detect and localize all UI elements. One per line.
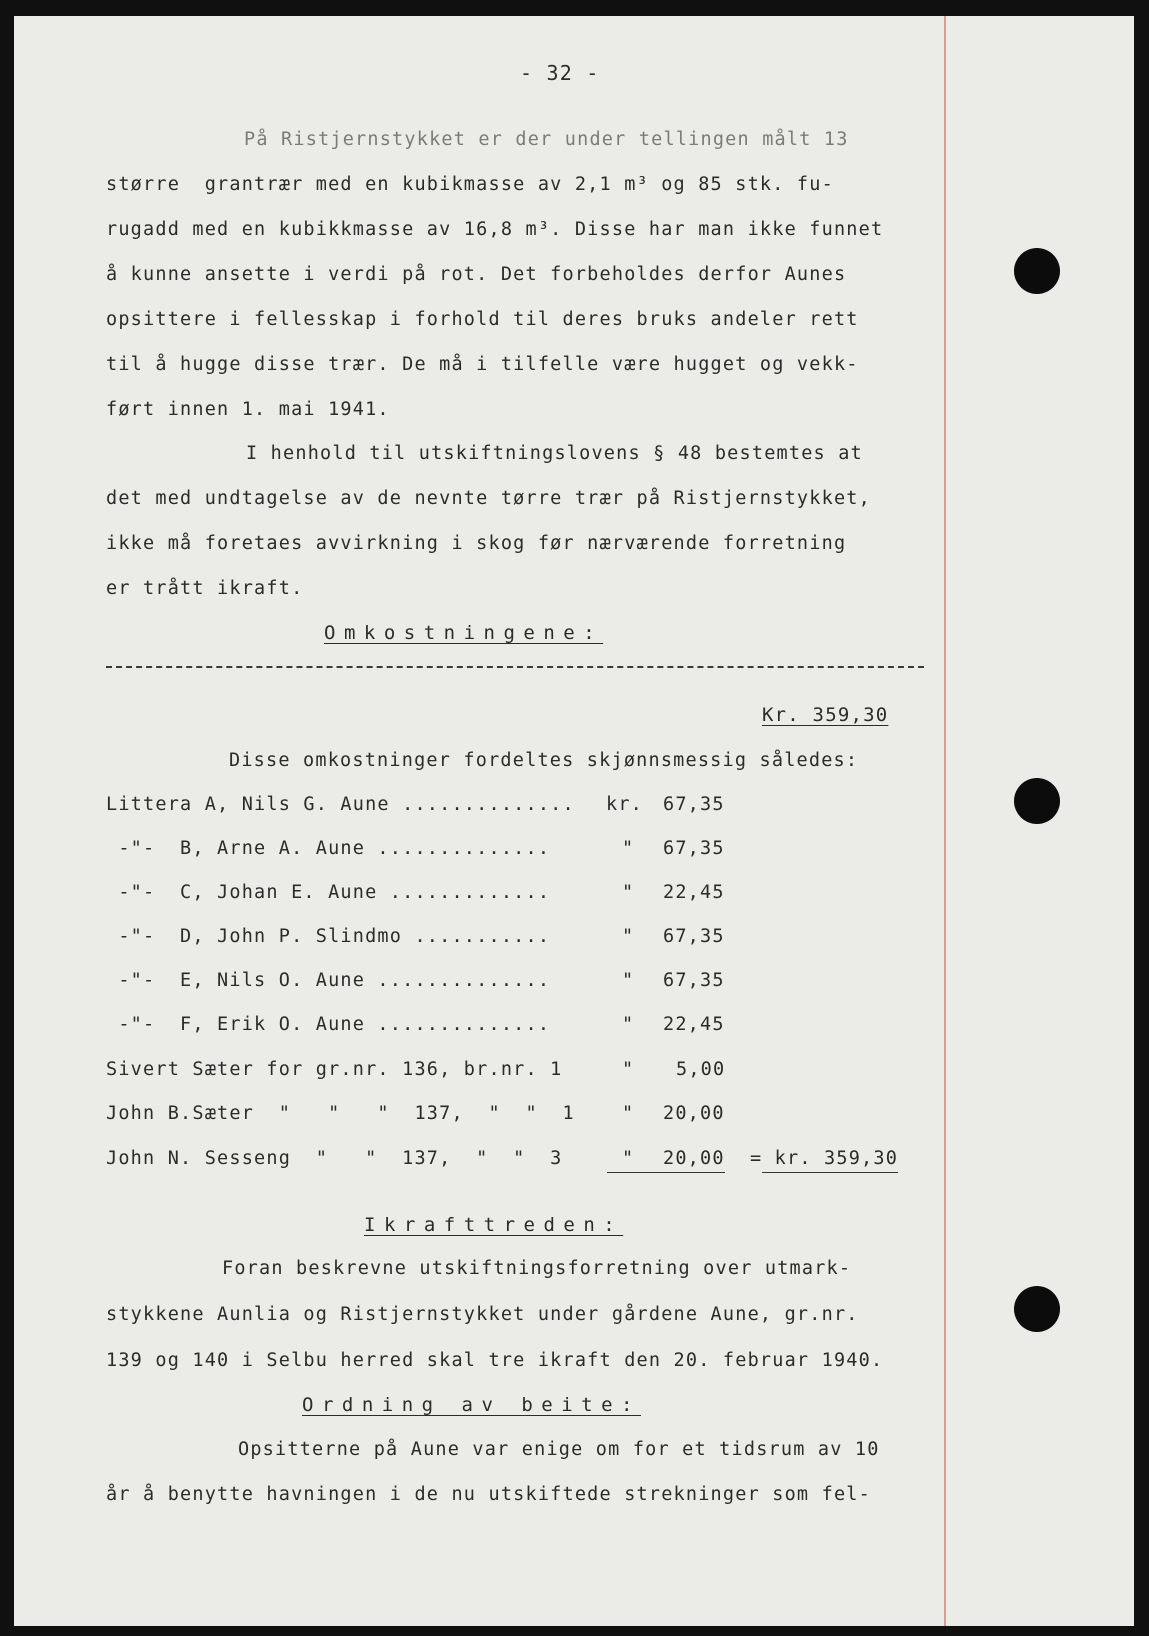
row-amount: 20,00 (663, 1148, 725, 1169)
text-line: stykkene Aunlia og Ristjernstykket under gårdene Aune, gr.nr. (106, 1304, 859, 1325)
text-line: å kunne ansette i verdi på rot. Det forbeholdes derfor Aunes (106, 264, 847, 285)
row-unit: " (622, 926, 635, 947)
section-heading: Omkostningene: (324, 622, 604, 644)
row-amount: 67,35 (663, 970, 725, 991)
table-row (106, 1148, 946, 1170)
text-line: Disse omkostninger fordeltes skjønnsmessig således: (229, 750, 859, 771)
punch-hole (1014, 1286, 1060, 1332)
text-line: rugadd med en kubikkmasse av 16,8 m³. Disse har man ikke funnet (106, 219, 884, 240)
row-unit: " (622, 1148, 635, 1169)
table-row (106, 1014, 946, 1036)
row-label: John B.Sæter " " " 137, " " 1 (106, 1103, 575, 1124)
punch-hole (1014, 248, 1060, 294)
row-amount: 22,45 (663, 1014, 725, 1035)
row-unit: " (622, 970, 635, 991)
text-line: det med undtagelse av de nevnte tørre trær på Ristjernstykket, (106, 488, 871, 509)
row-label: -"- D, John P. Slindmo ........... (106, 926, 551, 947)
total-amount: = kr. 359,30 (750, 1148, 899, 1169)
row-unit: " (622, 1059, 635, 1080)
row-unit: " (622, 838, 635, 859)
row-amount: 5,00 (676, 1059, 726, 1080)
table-row (106, 794, 946, 816)
table-row (106, 838, 946, 860)
margin-line (944, 16, 946, 1626)
row-amount: 67,35 (663, 794, 725, 815)
text-line: Opsitterne på Aune var enige om for et tidsrum av 10 (238, 1439, 880, 1460)
row-amount: 22,45 (663, 882, 725, 903)
text-line: ikke må foretaes avvirkning i skog før nærværende forretning (106, 533, 847, 554)
total-amount: Kr. 359,30 (762, 704, 889, 726)
dashed-rule (106, 666, 924, 668)
row-label: Sivert Sæter for gr.nr. 136, br.nr. 1 (106, 1059, 563, 1080)
text-line: er trått ikraft. (106, 578, 304, 599)
text-line: Foran beskrevne utskiftningsforretning over utmark- (222, 1258, 852, 1279)
table-row (106, 1103, 946, 1125)
table-row (106, 970, 946, 992)
row-label: -"- C, Johan E. Aune ............. (106, 882, 551, 903)
table-row (106, 882, 946, 904)
row-unit: " (622, 882, 635, 903)
section-heading: Ikrafttreden: (364, 1214, 624, 1236)
text-line: år å benytte havningen i de nu utskiftede strekninger som fel- (106, 1484, 871, 1505)
row-unit: kr. (606, 794, 644, 815)
row-unit: " (622, 1103, 635, 1124)
text-line: til å hugge disse trær. De må i tilfelle være hugget og vekk- (106, 354, 859, 375)
text-line: På Ristjernstykket er der under tellingen målt 13 (244, 129, 849, 150)
page-number: - 32 - (520, 61, 600, 85)
table-row (106, 1059, 946, 1081)
row-amount: 67,35 (663, 926, 725, 947)
row-label: -"- F, Erik O. Aune .............. (106, 1014, 551, 1035)
text-line: opsittere i fellesskap i forhold til deres bruks andeler rett (106, 309, 859, 330)
document-page (14, 16, 1134, 1626)
text-line: ført innen 1. mai 1941. (106, 399, 390, 420)
row-label: John N. Sesseng " " 137, " " 3 (106, 1148, 563, 1169)
text-line: I henhold til utskiftningslovens § 48 bestemtes at (246, 443, 863, 464)
row-label: Littera A, Nils G. Aune .............. (106, 794, 575, 815)
text-line: 139 og 140 i Selbu herred skal tre ikraft den 20. februar 1940. (106, 1350, 884, 1371)
row-label: -"- B, Arne A. Aune .............. (106, 838, 551, 859)
row-amount: 67,35 (663, 838, 725, 859)
row-unit: " (622, 1014, 635, 1035)
table-row (106, 926, 946, 948)
row-label: -"- E, Nils O. Aune .............. (106, 970, 551, 991)
text-line: større grantrær med en kubikmasse av 2,1 m³ og 85 stk. fu- (106, 174, 834, 195)
row-amount: 20,00 (663, 1103, 725, 1124)
punch-hole (1014, 778, 1060, 824)
section-heading: Ordning av beite: (302, 1394, 641, 1416)
sum-line (607, 1172, 725, 1173)
sum-line (762, 1172, 898, 1173)
